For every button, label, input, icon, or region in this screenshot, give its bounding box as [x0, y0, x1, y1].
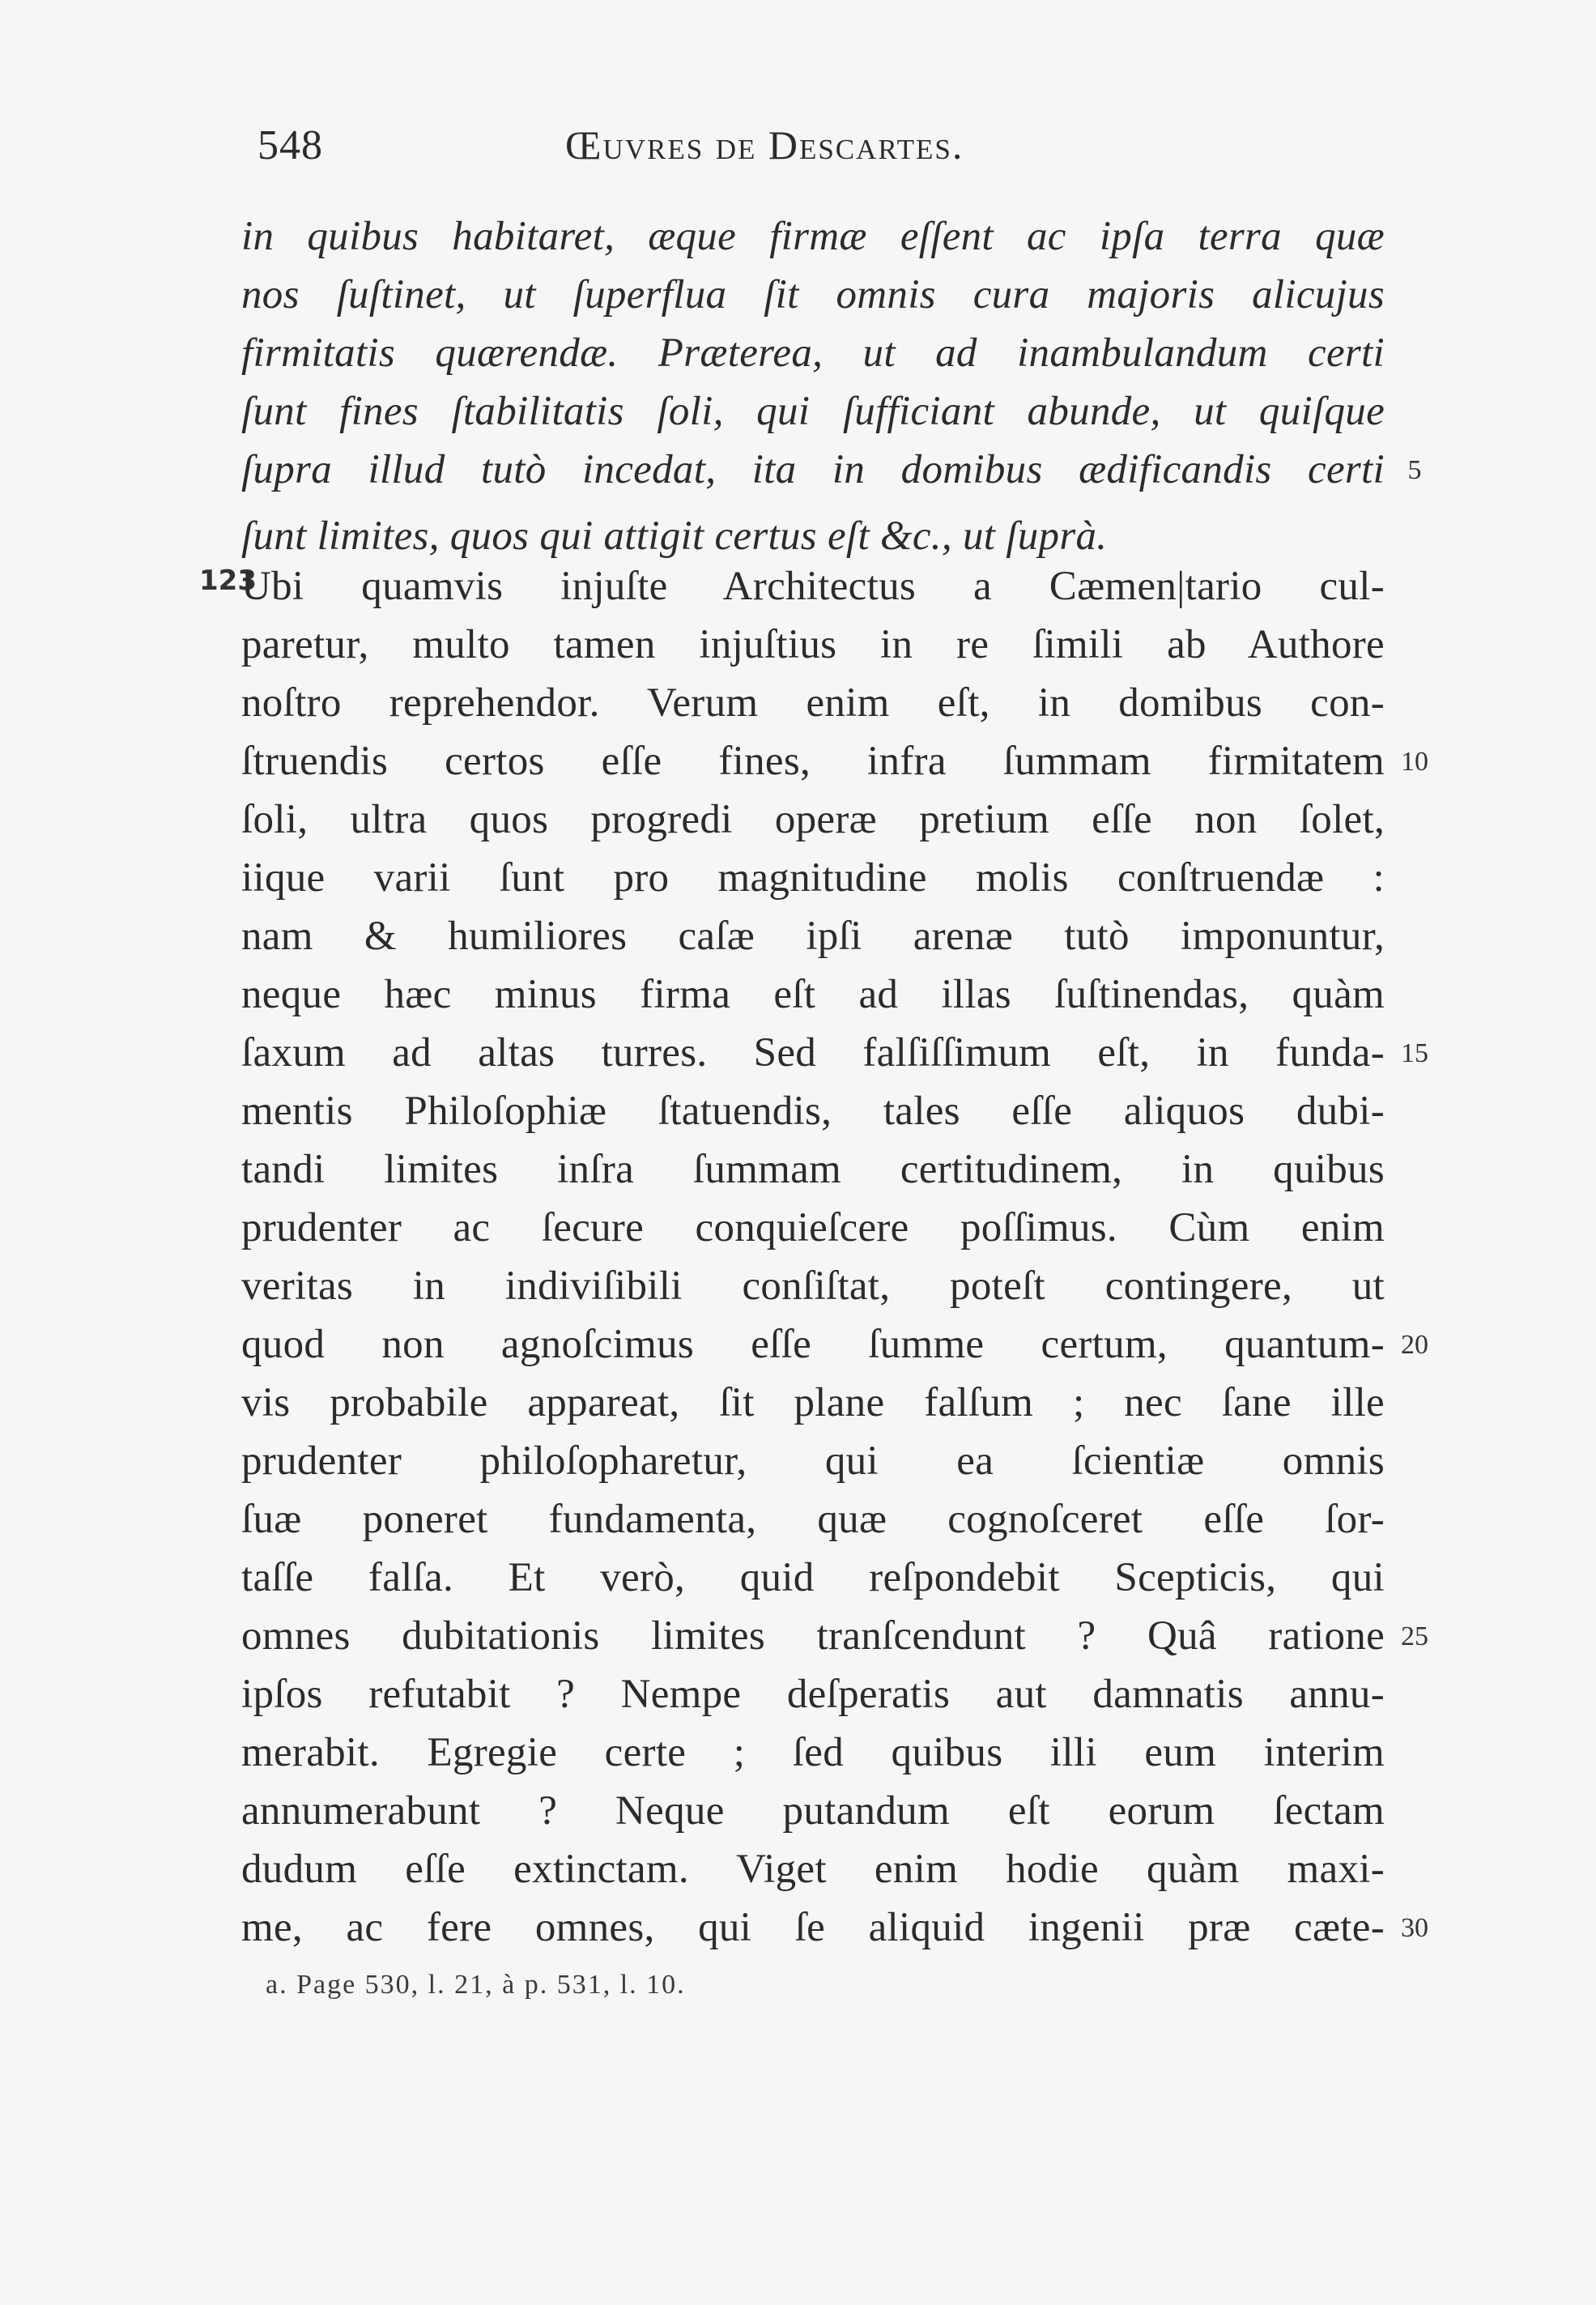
line-number: 10 [1401, 747, 1428, 777]
text-line: ſaxum ad altas turres. Sed falſiſſimum eſt, in funda- [241, 1030, 1385, 1076]
text-line: dudum eſſe extinctam. Viget enim hodie quàm maxi- [241, 1847, 1385, 1892]
text-line: ſuæ poneret fundamenta, quæ cognoſceret eſſe ſor- [241, 1497, 1385, 1542]
page-header [257, 121, 1385, 178]
page-number: 548 [257, 122, 323, 168]
text-line: nam & humiliores caſæ ipſi arenæ tutò imponuntur, [241, 914, 1385, 959]
text-line: ſupra illud tutò incedat, ita in domibus ædificandis certi [241, 447, 1385, 492]
text-line: prudenter ac ſecure conquieſcere poſſimus. Cùm enim [241, 1205, 1385, 1250]
text-line: ipſos refutabit ? Nempe deſperatis aut damnatis annu- [241, 1672, 1385, 1717]
text-line: vis probabile appareat, ſit plane falſum ; nec ſane ille [241, 1380, 1385, 1425]
text-line: iique varii ſunt pro magnitudine molis conſtruendæ : [241, 855, 1385, 901]
text-line: merabit. Egregie certe ; ſed quibus illi eum interim [241, 1730, 1385, 1775]
text-line: paretur, multo tamen injuſtius in re ſimili ab Authore [241, 622, 1385, 667]
text-line: ſunt limites, quos qui attigit certus eſt &c., ut ſuprà. [241, 513, 1108, 559]
line-number: 5 [1407, 455, 1422, 485]
line-number: 20 [1401, 1330, 1428, 1360]
line-number: 30 [1401, 1913, 1428, 1943]
text-line: neque hæc minus firma eſt ad illas ſuſtinendas, quàm [241, 972, 1385, 1017]
text-line: veritas in indiviſibili conſiſtat, poteſt contingere, ut [241, 1263, 1385, 1309]
text-line: me, ac fere omnes, qui ſe aliquid ingenii præ cæte- [241, 1905, 1385, 1950]
text-line: in quibus habitaret, æque firmæ eſſent ac ipſa terra quæ [241, 214, 1385, 259]
text-line: annumerabunt ? Neque putandum eſt eorum ſectam [241, 1788, 1385, 1834]
margin-page-marker: 123 [199, 565, 257, 597]
text-line: firmitatis quærendæ. Præterea, ut ad inambulandum certi [241, 330, 1385, 376]
text-line: ſoli, ultra quos progredi operæ pretium eſſe non ſolet, [241, 797, 1385, 842]
text-line: taſſe falſa. Et verò, quid reſpondebit Scepticis, qui [241, 1555, 1385, 1600]
text-line: ſtruendis certos eſſe fines, infra ſummam firmitatem [241, 739, 1385, 784]
text-line: nos ſuſtinet, ut ſuperflua ſit omnis cura majoris alicujus [241, 272, 1385, 317]
line-number: 15 [1401, 1038, 1428, 1068]
running-title: Œuvres de Descartes. [565, 122, 964, 168]
text-line: tandi limites inſra ſummam certitudinem, in quibus [241, 1147, 1385, 1192]
text-line: quod non agnoſcimus eſſe ſumme certum, quantum- [241, 1322, 1385, 1367]
line-number: 25 [1401, 1621, 1428, 1651]
text-line: ſunt fines ſtabilitatis ſoli, qui ſufficiant abunde, ut quiſque [241, 389, 1385, 434]
text-line: prudenter philoſopharetur, qui ea ſcientiæ omnis [241, 1438, 1385, 1484]
text-line: Ubi quamvis injuſte Architectus a Cæmen|tario cul- [241, 564, 1385, 609]
footnote: a. Page 530, l. 21, à p. 531, l. 10. [266, 1970, 686, 2000]
text-line: noſtro reprehendor. Verum enim eſt, in domibus con- [241, 680, 1385, 726]
text-line: mentis Philoſophiæ ſtatuendis, tales eſſe aliquos dubi- [241, 1089, 1385, 1134]
text-line: omnes dubitationis limites tranſcendunt ? Quâ ratione [241, 1613, 1385, 1659]
